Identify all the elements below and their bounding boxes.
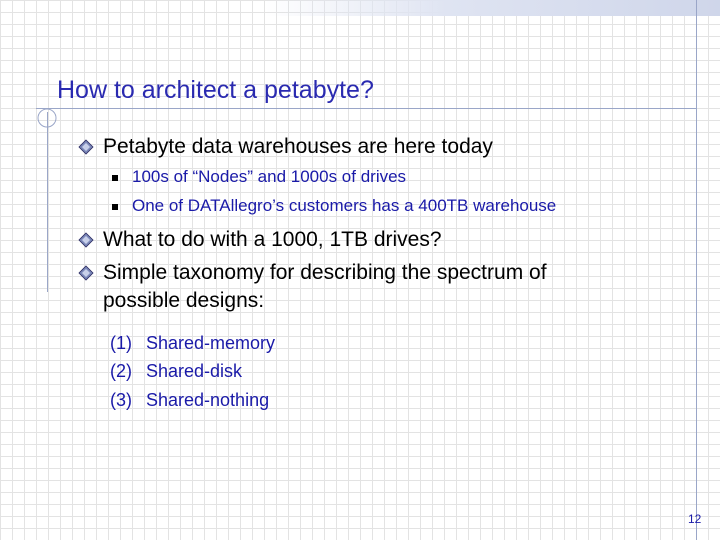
enum-item <box>110 389 269 411</box>
enum-number: (2) <box>110 361 132 381</box>
enum-label: Shared-disk <box>146 361 243 381</box>
right-rule <box>696 0 697 540</box>
diamond-bullet-icon <box>78 265 94 281</box>
bullet-text: What to do with a 1000, 1TB drives? <box>103 228 442 251</box>
enum-item <box>110 360 242 382</box>
square-bullet-icon <box>112 175 118 181</box>
diamond-bullet-icon <box>78 232 94 248</box>
header-band <box>265 0 720 16</box>
bullet-text-continuation: possible designs: <box>103 289 265 312</box>
diamond-bullet-icon <box>78 139 94 155</box>
sub-bullet-text: 100s of “Nodes” and 1000s of drives <box>132 167 407 186</box>
enum-number: (1) <box>110 333 132 353</box>
sub-bullet-text: One of DATAllegro’s customers has a 400TB warehouse <box>132 196 557 215</box>
bullet-text: Petabyte data warehouses are here today <box>103 135 493 158</box>
crosshair-icon <box>33 108 61 136</box>
enum-number: (3) <box>110 390 132 410</box>
page-number: 12 <box>688 512 702 526</box>
square-bullet-icon <box>112 204 118 210</box>
title-rule <box>36 108 696 109</box>
slide-title: How to architect a petabyte? <box>57 76 374 104</box>
enum-label: Shared-nothing <box>146 390 270 410</box>
left-rule <box>47 112 48 292</box>
bullet-text: Simple taxonomy for describing the spectrum of <box>103 261 547 284</box>
enum-item <box>110 332 275 354</box>
enum-label: Shared-memory <box>146 333 276 353</box>
